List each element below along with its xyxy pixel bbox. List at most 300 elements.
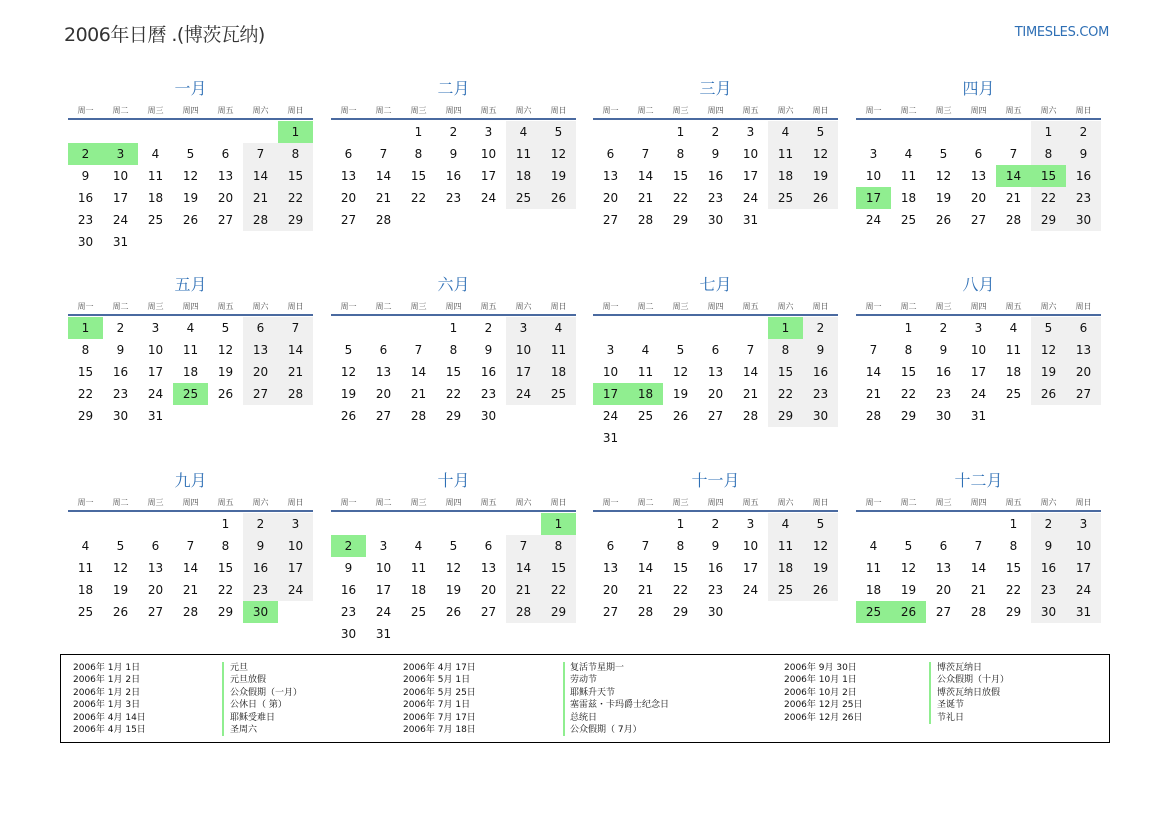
weekday-header: 周三 [147, 106, 164, 115]
day-cell: 4 [641, 343, 650, 357]
holiday-day-cell: 18 [628, 383, 663, 405]
day-cell: 17 [147, 365, 164, 379]
day-cell: 13 [602, 561, 619, 575]
weekday-header: 周二 [900, 302, 917, 311]
header-rule [856, 510, 1101, 512]
day-cell: 10 [506, 339, 541, 361]
weekday-header: 周四 [182, 498, 199, 507]
day-cell: 9 [243, 535, 278, 557]
day-cell: 17 [506, 361, 541, 383]
legend-date: 2006年 9月 30日 [784, 663, 857, 673]
day-cell: 26 [217, 387, 234, 401]
day-cell: 13 [935, 561, 952, 575]
header-rule [68, 510, 313, 512]
day-cell: 10 [278, 535, 313, 557]
weekday-header: 周一 [77, 106, 94, 115]
day-cell: 14 [182, 561, 199, 575]
day-cell: 26 [803, 187, 838, 209]
day-cell: 2 [243, 513, 278, 535]
weekday-header: 周一 [77, 498, 94, 507]
day-cell: 21 [742, 387, 759, 401]
day-cell: 29 [1005, 605, 1022, 619]
month-name: 九月 [174, 471, 207, 490]
weekday-header: 周四 [445, 302, 462, 311]
day-cell: 3 [746, 517, 755, 531]
day-cell: 20 [340, 191, 357, 205]
legend-holiday-name: 博茨瓦纳日放假 [937, 687, 1001, 698]
legend-holiday-name: 公休日（ 第） [230, 700, 287, 711]
legend-date: 2006年 12月 25日 [784, 700, 863, 711]
weekday-header: 周四 [445, 106, 462, 115]
weekday-header: 周三 [410, 106, 427, 115]
day-cell: 20 [1066, 361, 1101, 383]
day-cell: 20 [147, 583, 164, 597]
day-cell: 24 [278, 579, 313, 601]
day-cell: 12 [340, 365, 357, 379]
day-cell: 25 [147, 213, 164, 227]
weekday-header: 周一 [602, 498, 619, 507]
day-cell: 24 [480, 191, 497, 205]
day-cell: 28 [742, 409, 759, 423]
day-cell: 30 [707, 605, 724, 619]
day-cell: 23 [77, 213, 94, 227]
day-cell: 19 [672, 387, 689, 401]
day-cell: 18 [506, 165, 541, 187]
month-name: 二月 [437, 79, 470, 98]
legend-date: 2006年 4月 14日 [73, 712, 146, 723]
weekday-header: 周五 [1005, 498, 1022, 507]
day-cell: 8 [221, 539, 230, 553]
weekday-header: 周日 [287, 302, 304, 311]
day-cell: 29 [445, 409, 462, 423]
day-cell: 2 [1066, 121, 1101, 143]
weekday-header: 周日 [1075, 302, 1092, 311]
weekday-header: 周日 [812, 302, 829, 311]
month-name: 六月 [437, 275, 470, 294]
weekday-header: 周六 [1040, 106, 1057, 115]
legend-dates [403, 662, 476, 736]
legend-date: 2006年 4月 15日 [73, 724, 146, 735]
legend-date: 2006年 7月 17日 [403, 712, 476, 723]
day-cell: 8 [904, 343, 913, 357]
weekday-header: 周二 [375, 498, 392, 507]
holiday-day-cell: 17 [593, 383, 628, 405]
day-cell: 5 [221, 321, 230, 335]
day-cell: 11 [1005, 343, 1022, 357]
site-logo-link[interactable]: TIMESLES.COM [1014, 25, 1109, 40]
legend-date: 2006年 4月 17日 [403, 663, 476, 673]
day-cell: 29 [1031, 209, 1066, 231]
day-cell: 5 [939, 147, 948, 161]
day-cell: 6 [221, 147, 230, 161]
day-cell: 15 [541, 557, 576, 579]
day-cell: 16 [480, 365, 497, 379]
day-cell: 13 [340, 169, 357, 183]
day-cell: 6 [344, 147, 353, 161]
day-cell: 10 [112, 169, 129, 183]
day-cell: 14 [410, 365, 427, 379]
weekday-header: 周三 [410, 302, 427, 311]
day-cell: 15 [672, 169, 689, 183]
day-cell: 23 [707, 583, 724, 597]
weekday-header: 周六 [252, 498, 269, 507]
weekday-header: 周一 [865, 302, 882, 311]
day-cell: 9 [81, 169, 90, 183]
day-cell: 25 [506, 187, 541, 209]
day-cell: 26 [445, 605, 462, 619]
weekday-header: 周二 [375, 302, 392, 311]
day-cell: 3 [506, 317, 541, 339]
weekday-header: 周一 [865, 106, 882, 115]
legend-marker [563, 662, 565, 736]
day-cell: 22 [1005, 583, 1022, 597]
weekday-header: 周三 [935, 498, 952, 507]
day-cell: 4 [904, 147, 913, 161]
day-cell: 24 [970, 387, 987, 401]
weekday-header: 周日 [550, 302, 567, 311]
day-cell: 18 [147, 191, 164, 205]
day-cell: 31 [602, 431, 619, 445]
day-cell: 7 [869, 343, 878, 357]
day-cell: 23 [1066, 187, 1101, 209]
weekday-header: 周六 [252, 106, 269, 115]
day-cell: 25 [900, 213, 917, 227]
day-cell: 24 [865, 213, 882, 227]
day-cell: 17 [480, 169, 497, 183]
legend-date: 2006年 7月 1日 [403, 700, 471, 711]
day-cell: 9 [803, 339, 838, 361]
day-cell: 17 [375, 583, 392, 597]
day-cell: 16 [935, 365, 952, 379]
legend-holiday-name: 塞雷兹・卡玛爵士纪念日 [570, 700, 670, 711]
day-cell: 25 [637, 409, 654, 423]
weekday-header: 周日 [1075, 498, 1092, 507]
day-cell: 8 [676, 539, 685, 553]
day-cell: 26 [1031, 383, 1066, 405]
day-cell: 31 [375, 627, 392, 641]
day-cell: 20 [480, 583, 497, 597]
day-cell: 5 [1031, 317, 1066, 339]
day-cell: 30 [480, 409, 497, 423]
day-cell: 20 [970, 191, 987, 205]
day-cell: 22 [217, 583, 234, 597]
legend-holiday-name: 圣周六 [230, 724, 258, 735]
weekday-header: 周三 [672, 498, 689, 507]
day-cell: 28 [970, 605, 987, 619]
day-cell: 9 [1066, 143, 1101, 165]
holiday-day-cell: 15 [1031, 165, 1066, 187]
day-cell: 19 [112, 583, 129, 597]
weekday-header: 周五 [480, 498, 497, 507]
day-cell: 28 [637, 605, 654, 619]
day-cell: 2 [1031, 513, 1066, 535]
day-cell: 7 [1009, 147, 1018, 161]
day-cell: 28 [1005, 213, 1022, 227]
day-cell: 2 [939, 321, 948, 335]
day-cell: 7 [278, 317, 313, 339]
day-cell: 19 [217, 365, 234, 379]
legend-holiday-name: 公众假期（一月） [230, 687, 303, 698]
weekday-header: 周五 [742, 498, 759, 507]
weekday-header: 周日 [550, 498, 567, 507]
weekday-header: 周日 [812, 498, 829, 507]
day-cell: 27 [602, 213, 619, 227]
month-name: 七月 [699, 275, 732, 294]
day-cell: 8 [278, 143, 313, 165]
day-cell: 14 [742, 365, 759, 379]
day-cell: 4 [81, 539, 90, 553]
day-cell: 7 [243, 143, 278, 165]
day-cell: 21 [637, 583, 654, 597]
day-cell: 23 [340, 605, 357, 619]
legend-dates [73, 662, 146, 736]
header-rule [593, 510, 838, 512]
day-cell: 26 [541, 187, 576, 209]
legend-holiday-name: 公众假期（ 7月） [570, 724, 642, 735]
day-cell: 21 [243, 187, 278, 209]
weekday-header: 周一 [602, 302, 619, 311]
legend-date: 2006年 12月 26日 [784, 712, 863, 723]
day-cell: 5 [116, 539, 125, 553]
day-cell: 24 [506, 383, 541, 405]
day-cell: 11 [900, 169, 917, 183]
header-rule [856, 118, 1101, 120]
day-cell: 21 [410, 387, 427, 401]
legend-names [937, 662, 1009, 724]
day-cell: 7 [746, 343, 755, 357]
day-cell: 1 [1009, 517, 1018, 531]
day-cell: 8 [541, 535, 576, 557]
day-cell: 4 [869, 539, 878, 553]
holiday-day-cell: 26 [891, 601, 926, 623]
holiday-day-cell: 3 [103, 143, 138, 165]
day-cell: 27 [147, 605, 164, 619]
day-cell: 13 [970, 169, 987, 183]
legend-date: 2006年 5月 25日 [403, 687, 476, 698]
day-cell: 3 [484, 125, 493, 139]
day-cell: 2 [484, 321, 493, 335]
legend-holiday-name: 公众假期（十月） [937, 675, 1010, 686]
day-cell: 3 [606, 343, 615, 357]
day-cell: 23 [480, 387, 497, 401]
day-cell: 1 [414, 125, 423, 139]
day-cell: 10 [147, 343, 164, 357]
day-cell: 4 [151, 147, 160, 161]
legend-holiday-name: 耶稣升天节 [570, 687, 616, 698]
day-cell: 16 [243, 557, 278, 579]
day-cell: 8 [676, 147, 685, 161]
header-rule [593, 314, 838, 316]
weekday-header: 周六 [515, 106, 532, 115]
weekday-header: 周三 [147, 302, 164, 311]
weekday-header: 周二 [637, 106, 654, 115]
day-cell: 9 [344, 561, 353, 575]
day-cell: 7 [641, 147, 650, 161]
legend-holiday-name: 圣诞节 [937, 700, 965, 711]
day-cell: 27 [935, 605, 952, 619]
weekday-header: 周五 [217, 106, 234, 115]
day-cell: 9 [1031, 535, 1066, 557]
day-cell: 13 [147, 561, 164, 575]
day-cell: 1 [1031, 121, 1066, 143]
day-cell: 16 [445, 169, 462, 183]
day-cell: 5 [803, 121, 838, 143]
day-cell: 19 [445, 583, 462, 597]
day-cell: 23 [112, 387, 129, 401]
legend-holiday-name: 节礼日 [937, 712, 965, 723]
day-cell: 31 [1066, 601, 1101, 623]
weekday-header: 周一 [340, 498, 357, 507]
day-cell: 25 [541, 383, 576, 405]
day-cell: 15 [445, 365, 462, 379]
day-cell: 23 [243, 579, 278, 601]
weekday-header: 周二 [112, 498, 129, 507]
weekday-header: 周日 [1075, 106, 1092, 115]
weekday-header: 周四 [970, 498, 987, 507]
month-name: 十二月 [954, 471, 1003, 490]
day-cell: 9 [484, 343, 493, 357]
day-cell: 16 [1066, 165, 1101, 187]
calendar-grid [68, 72, 1102, 650]
weekday-header: 周三 [147, 498, 164, 507]
day-cell: 1 [676, 125, 685, 139]
day-cell: 10 [865, 169, 882, 183]
day-cell: 28 [243, 209, 278, 231]
weekday-header: 周六 [1040, 302, 1057, 311]
day-cell: 6 [711, 343, 720, 357]
day-cell: 11 [768, 535, 803, 557]
day-cell: 10 [970, 343, 987, 357]
day-cell: 31 [112, 235, 129, 249]
weekday-header: 周五 [217, 302, 234, 311]
day-cell: 28 [410, 409, 427, 423]
day-cell: 24 [375, 605, 392, 619]
day-cell: 25 [77, 605, 94, 619]
day-cell: 6 [379, 343, 388, 357]
day-cell: 22 [672, 583, 689, 597]
day-cell: 30 [935, 409, 952, 423]
legend-holiday-name: 复活节星期一 [570, 663, 625, 673]
holiday-day-cell: 1 [278, 121, 313, 143]
month-name: 一月 [174, 79, 207, 98]
day-cell: 5 [904, 539, 913, 553]
day-cell: 22 [672, 191, 689, 205]
legend-date: 2006年 5月 1日 [403, 675, 471, 686]
day-cell: 18 [768, 165, 803, 187]
legend-holiday-name: 博茨瓦纳日 [937, 663, 983, 673]
month-name: 四月 [962, 79, 995, 98]
header-rule [68, 314, 313, 316]
day-cell: 6 [974, 147, 983, 161]
day-cell: 18 [541, 361, 576, 383]
month-name: 十一月 [691, 471, 740, 490]
day-cell: 18 [865, 583, 882, 597]
day-cell: 17 [742, 561, 759, 575]
day-cell: 19 [1031, 361, 1066, 383]
day-cell: 4 [414, 539, 423, 553]
holiday-day-cell: 1 [541, 513, 576, 535]
day-cell: 18 [900, 191, 917, 205]
day-cell: 11 [410, 561, 427, 575]
day-cell: 28 [506, 601, 541, 623]
legend-date: 2006年 10月 2日 [784, 687, 857, 698]
day-cell: 2 [711, 517, 720, 531]
day-cell: 14 [970, 561, 987, 575]
weekday-header: 周四 [445, 498, 462, 507]
day-cell: 31 [742, 213, 759, 227]
day-cell: 12 [445, 561, 462, 575]
day-cell: 11 [77, 561, 94, 575]
day-cell: 8 [449, 343, 458, 357]
day-cell: 24 [742, 191, 759, 205]
day-cell: 25 [410, 605, 427, 619]
legend-holiday-name: 元旦放假 [230, 675, 267, 686]
day-cell: 10 [1066, 535, 1101, 557]
weekday-header: 周六 [1040, 498, 1057, 507]
day-cell: 29 [672, 605, 689, 619]
holiday-legend [60, 654, 1110, 743]
day-cell: 30 [707, 213, 724, 227]
day-cell: 27 [217, 213, 234, 227]
day-cell: 28 [278, 383, 313, 405]
day-cell: 20 [935, 583, 952, 597]
day-cell: 10 [375, 561, 392, 575]
day-cell: 6 [151, 539, 160, 553]
day-cell: 20 [602, 583, 619, 597]
day-cell: 21 [506, 579, 541, 601]
day-cell: 12 [112, 561, 129, 575]
day-cell: 9 [116, 343, 125, 357]
day-cell: 28 [637, 213, 654, 227]
day-cell: 4 [768, 513, 803, 535]
weekday-header: 周六 [252, 302, 269, 311]
day-cell: 15 [410, 169, 427, 183]
header-rule [331, 314, 576, 316]
day-cell: 25 [1005, 387, 1022, 401]
day-cell: 25 [768, 187, 803, 209]
day-cell: 3 [278, 513, 313, 535]
day-cell: 23 [935, 387, 952, 401]
weekday-header: 周三 [935, 106, 952, 115]
legend-holiday-name: 耶稣受难日 [230, 712, 276, 723]
day-cell: 16 [112, 365, 129, 379]
weekday-header: 周二 [637, 302, 654, 311]
weekday-header: 周三 [672, 106, 689, 115]
day-cell: 10 [742, 147, 759, 161]
day-cell: 3 [974, 321, 983, 335]
day-cell: 24 [112, 213, 129, 227]
weekday-header: 周日 [812, 106, 829, 115]
day-cell: 10 [602, 365, 619, 379]
day-cell: 24 [602, 409, 619, 423]
legend-names [230, 662, 302, 736]
day-cell: 21 [375, 191, 392, 205]
day-cell: 21 [278, 361, 313, 383]
day-cell: 28 [375, 213, 392, 227]
day-cell: 17 [970, 365, 987, 379]
day-cell: 15 [672, 561, 689, 575]
day-cell: 13 [602, 169, 619, 183]
day-cell: 13 [375, 365, 392, 379]
day-cell: 5 [449, 539, 458, 553]
day-cell: 29 [278, 209, 313, 231]
legend-date: 2006年 10月 1日 [784, 675, 857, 686]
weekday-header: 周五 [1005, 106, 1022, 115]
legend-date: 2006年 7月 18日 [403, 724, 476, 735]
day-cell: 3 [379, 539, 388, 553]
day-cell: 7 [506, 535, 541, 557]
day-cell: 2 [711, 125, 720, 139]
